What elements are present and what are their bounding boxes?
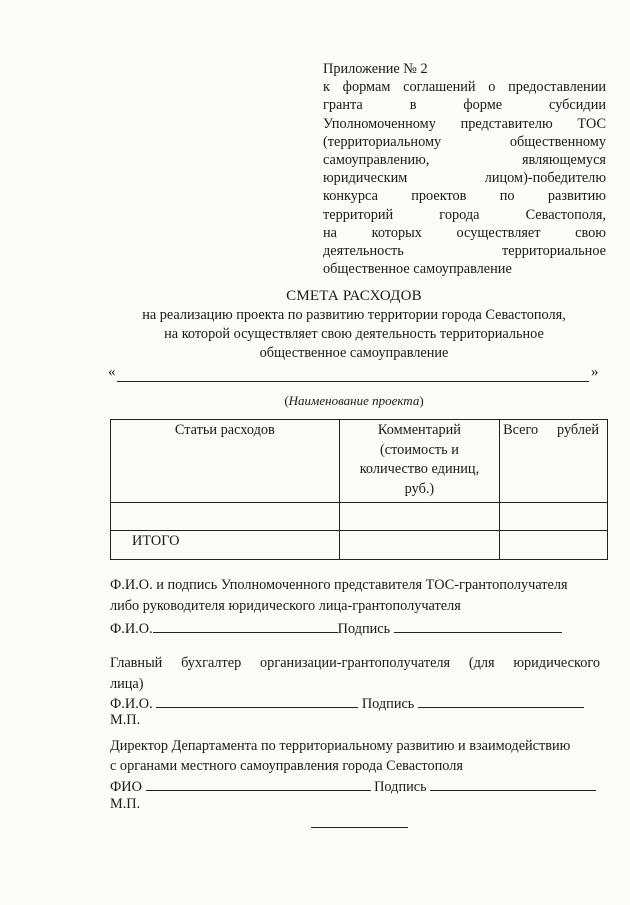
signature-field[interactable] — [430, 777, 596, 791]
director-caption: с органами местного самоуправления города Севастополя — [110, 758, 463, 774]
signature-field[interactable] — [418, 694, 584, 708]
caption-paren-close: ) — [419, 393, 424, 408]
accountant-caption: лица) — [110, 676, 144, 692]
project-name-field[interactable] — [117, 381, 589, 382]
caption-word: (для — [468, 655, 495, 671]
appendix-line: юридическим лицом)-победителю — [323, 170, 606, 187]
caption-word: юридического — [513, 655, 600, 671]
appendix-line: на которых осуществляет свою — [323, 224, 606, 241]
table-cell[interactable] — [111, 503, 340, 531]
table-cell[interactable] — [339, 503, 499, 531]
sign-label: Подпись — [361, 696, 415, 712]
rep-fio-row — [110, 619, 562, 638]
header-cell-items — [111, 420, 340, 503]
caption-word: бухгалтер — [181, 655, 242, 671]
appendix-line: самоуправлению, являющемуся — [323, 151, 606, 168]
appendix-line: территорий города Севастополя, — [323, 206, 606, 223]
header-total-word: рублей — [557, 422, 599, 438]
stamp-label: М.П. — [110, 796, 141, 812]
appendix-line: гранта в форме субсидии — [323, 97, 606, 114]
rep-signature-caption: либо руководителя юридического лица-грантополучателя — [110, 598, 461, 614]
appendix-line: к формам соглашений о предоставлении — [323, 79, 606, 96]
sign-label: Подпись — [337, 621, 391, 637]
accountant-fio-row — [110, 694, 584, 713]
quote-open: « — [108, 364, 116, 380]
fio-label: Ф.И.О. — [110, 621, 153, 637]
header-cell-total — [500, 420, 608, 503]
stamp-label: М.П. — [110, 712, 141, 728]
budget-table — [110, 419, 608, 560]
table-cell[interactable] — [339, 531, 499, 560]
table-row — [111, 503, 608, 531]
header-cell-comment — [339, 420, 499, 503]
sign-label: Подпись — [374, 779, 427, 795]
header-total-word: Всего — [503, 422, 539, 438]
director-caption: Директор Департамента по территориальному развитию и взаимодействию — [110, 738, 571, 754]
director-fio-row — [110, 777, 596, 796]
rep-signature-caption: Ф.И.О. и подпись Уполномоченного представителя ТОС-грантополучателя — [110, 577, 568, 593]
appendix-line: общественное самоуправление — [323, 261, 512, 278]
table-cell[interactable] — [500, 531, 608, 560]
caption-text: Наименование проекта — [288, 393, 420, 408]
header-comment-label — [340, 420, 499, 499]
fio-field[interactable] — [153, 619, 338, 633]
appendix-line: (территориальному общественному — [323, 133, 606, 150]
table-total-row — [111, 531, 608, 560]
header-comment-line: Комментарий — [377, 422, 461, 438]
header-comment-line: количество единиц, — [359, 461, 480, 477]
appendix-line: конкурса проектов по развитию — [323, 188, 606, 205]
header-items-label: Статьи расходов — [174, 422, 275, 438]
fio-label: Ф.И.О. — [110, 696, 153, 712]
header-comment-line: (стоимость и — [380, 441, 459, 458]
appendix-line: Уполномоченному представителю ТОС — [323, 115, 606, 132]
end-rule — [311, 827, 408, 828]
signature-field[interactable] — [394, 619, 562, 633]
subtitle-line: общественное самоуправление — [259, 345, 449, 361]
caption-word: Главный — [110, 655, 163, 671]
subtitle-line: на реализацию проекта по развитию территории города Севастополя, — [142, 307, 566, 323]
fio-label: ФИО — [110, 779, 142, 795]
appendix-line: деятельность территориальное — [323, 242, 606, 259]
appendix-block — [323, 60, 606, 278]
table-cell[interactable] — [500, 503, 608, 531]
project-name-caption — [0, 393, 630, 409]
total-label: ИТОГО — [111, 531, 340, 560]
quote-close: » — [591, 364, 599, 380]
fio-field[interactable] — [156, 694, 358, 708]
header-total-label — [500, 420, 607, 441]
fio-field[interactable] — [146, 777, 371, 791]
table-header-row — [111, 420, 608, 503]
appendix-line: Приложение № 2 — [323, 61, 428, 77]
subtitle-line: на которой осуществляет свою деятельность территориальное — [164, 326, 544, 342]
header-comment-line: руб.) — [404, 480, 435, 497]
document-title: СМЕТА РАСХОДОВ — [286, 288, 422, 304]
caption-paren-open: ( — [284, 393, 289, 408]
accountant-caption — [110, 655, 600, 672]
caption-word: организации-грантополучателя — [260, 655, 451, 671]
